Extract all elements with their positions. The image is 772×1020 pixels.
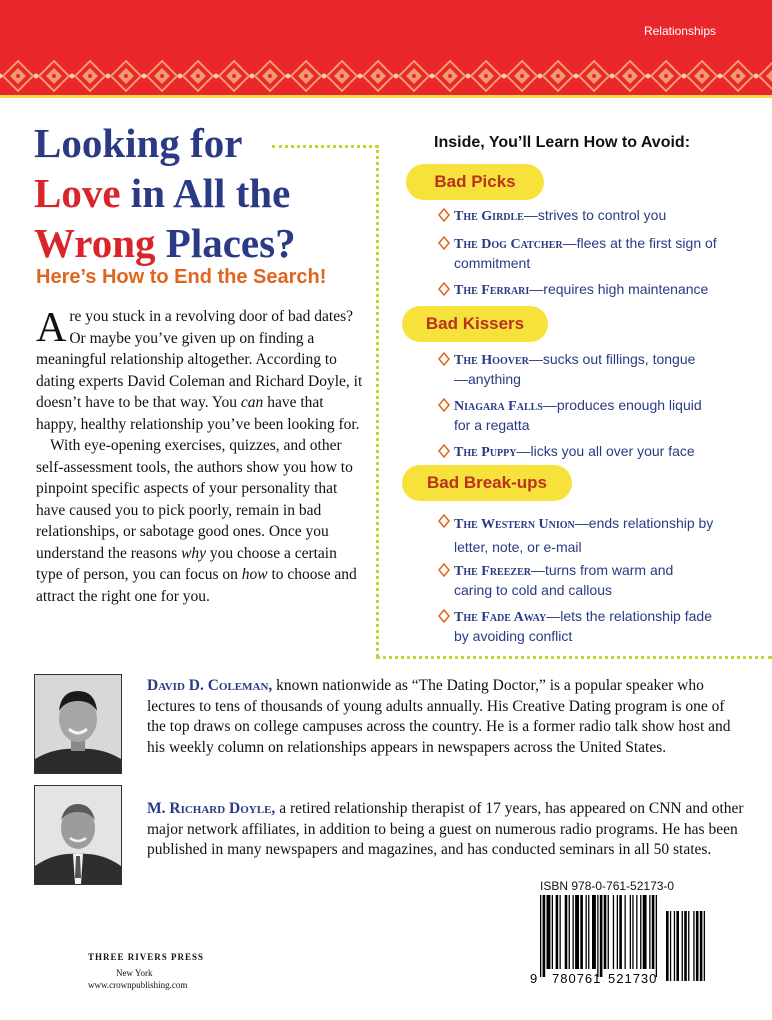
- barcode-bar: [565, 895, 568, 969]
- barcode-bar: [540, 895, 541, 977]
- author-photo-coleman: [34, 674, 122, 774]
- description: [36, 306, 366, 607]
- barcode-bar: [573, 895, 574, 969]
- diamond-bullet-icon: [438, 609, 450, 623]
- barcode-addon-bar: [693, 911, 694, 981]
- barcode-bar: [604, 895, 607, 969]
- list-item: The Ferrari—requires high maintenance: [438, 280, 758, 300]
- publisher-city: New York: [116, 968, 153, 978]
- diamond-bullet-icon: [438, 208, 450, 222]
- list-item: The Fade Away—lets the relationship fade by avoiding conflict: [438, 607, 728, 645]
- barcode-digits-right: 521730: [608, 971, 658, 985]
- barcode-bar: [543, 895, 546, 977]
- dotted-rule-bottom: [376, 656, 772, 659]
- list-item: The Western Union—ends relationship by letter, note, or e-mail: [438, 512, 728, 558]
- barcode-bar: [649, 895, 650, 969]
- drop-cap: A: [36, 305, 67, 351]
- barcode-bar: [636, 895, 637, 969]
- author-portrait-icon: [35, 786, 121, 884]
- bio-doyle: M. Richard Doyle, a retired relationship therapist of 17 years, has appeared on CNN and other major network affiliates, in addition to being a guest on numerous radio programs. He has been published in many newspapers and magazines, and has conducted seminars in all 50 states.: [147, 800, 744, 858]
- barcode-bar: [560, 895, 561, 969]
- decorative-pattern: [0, 58, 772, 94]
- barcode-bar: [625, 895, 626, 969]
- barcode-bar: [592, 895, 596, 969]
- barcode-bar: [656, 895, 657, 977]
- diamond-bullet-icon: [438, 514, 450, 528]
- barcode-addon-bar: [700, 911, 703, 981]
- barcode-bar: [580, 895, 583, 969]
- header-band: [0, 0, 772, 96]
- isbn-text: ISBN 978-0-761-52173-0: [540, 879, 675, 893]
- category-label: Relationships: [643, 24, 716, 38]
- inside-title: Inside, You’ll Learn How to Avoid:: [434, 134, 691, 151]
- barcode-bar: [608, 895, 609, 969]
- dotted-rule-top: [272, 145, 378, 148]
- diamond-bullet-icon: [438, 444, 450, 458]
- headline-line-1: Looking for: [34, 120, 243, 166]
- barcode-bar: [556, 895, 559, 969]
- subhead: Here’s How to End the Search!: [36, 266, 327, 288]
- headline-wrong: Wrong: [34, 220, 156, 266]
- barcode-addon-bar: [674, 911, 675, 981]
- diamond-bullet-icon: [438, 398, 450, 412]
- barcode-addon-bar: [670, 911, 671, 981]
- header-stripe: [0, 95, 772, 98]
- publisher-name: THREE RIVERS PRESS: [88, 952, 205, 962]
- barcode-bar: [617, 895, 618, 969]
- headline-love: Love: [34, 170, 121, 216]
- barcode-addon-bar: [696, 911, 699, 981]
- barcode-bar: [652, 895, 655, 969]
- diamond-bullet-icon: [438, 352, 450, 366]
- headline-line-3-rest: Places?: [155, 220, 296, 266]
- barcode-bar: [613, 895, 614, 969]
- author-photo-doyle: [34, 785, 122, 885]
- diamond-bullet-icon: [438, 236, 450, 250]
- barcode-addon-bar: [676, 911, 679, 981]
- category-pill-bad-picks: Bad Picks: [406, 164, 544, 200]
- barcode-bar: [588, 895, 589, 969]
- dotted-rule-vertical: [376, 145, 379, 657]
- headline-line-3: [34, 218, 296, 268]
- barcode-bar: [643, 895, 647, 969]
- barcode-addon-bar: [688, 911, 689, 981]
- barcode-bar: [600, 895, 603, 977]
- barcode: [528, 893, 718, 985]
- description-paragraph-2: With eye-opening exercises, quizzes, and other self-assessment tools, the authors show you how to pinpoint specific aspects of your personality that have caused you to pick poorly, remain in bad relationships, or sabotage good ones. Once you understand the reasons why you choose a certain type of person, you can focus on how to choose and attract the right one for you.: [36, 437, 357, 605]
- list-item: The Puppy—licks you all over your face: [438, 442, 758, 462]
- diamond-bullet-icon: [438, 282, 450, 296]
- list-item: Niagara Falls—produces enough liquid for a regatta: [438, 396, 708, 434]
- barcode-digits-left: 780761: [552, 971, 602, 985]
- list-item: The Hoover—sucks out fillings, tongue—anything: [438, 350, 708, 388]
- barcode-bar: [575, 895, 579, 969]
- diamond-bullet-icon: [438, 563, 450, 577]
- author-portrait-icon: [35, 675, 121, 773]
- category-pill-bad-kissers: Bad Kissers: [402, 306, 548, 342]
- barcode-bar: [569, 895, 570, 969]
- barcode-bar: [597, 895, 598, 977]
- barcode-addon-bar: [704, 911, 705, 981]
- list-item: The Freezer—turns from warm and caring to cold and callous: [438, 561, 708, 599]
- barcode-digit-lead: 9: [530, 971, 538, 985]
- barcode-bar: [619, 895, 622, 969]
- headline-line-2-rest: in All the: [120, 170, 291, 216]
- barcode-bar: [547, 895, 551, 969]
- barcode-bar: [586, 895, 587, 969]
- headline: [34, 118, 296, 268]
- barcode-bar: [552, 895, 553, 969]
- list-item: The Girdle—strives to control you: [438, 206, 758, 226]
- barcode-addon-bar: [682, 911, 683, 981]
- barcode-addon-bar: [666, 911, 669, 981]
- barcode-bar: [640, 895, 641, 969]
- category-pill-bad-break-ups: Bad Break-ups: [402, 465, 572, 501]
- publisher-url: www.crownpublishing.com: [88, 980, 188, 990]
- headline-line-2: [34, 168, 296, 218]
- list-item: The Dog Catcher—flees at the first sign of commitment: [438, 234, 728, 272]
- barcode-addon-bar: [684, 911, 687, 981]
- barcode-bar: [632, 895, 633, 969]
- barcode-bar: [630, 895, 631, 969]
- bio-coleman: David D. Coleman, known nationwide as “The Dating Doctor,” is a popular speaker who lectures to tens of thousands of young adults annually. His Creative Dating program is one of the top draws on college campuses across the country. He is a former radio talk show host and his weekly column on relationships appears in newspapers across the United States.: [147, 677, 731, 756]
- description-paragraph-1: Are you stuck in a revolving door of bad dates? Or maybe you’ve given up on finding a meaningful relationship altogether. According to dating experts David Coleman and Richard Doyle, it doesn’t have to be that way. You can have that happy, healthy relationship you’ve been looking for.: [36, 305, 363, 433]
